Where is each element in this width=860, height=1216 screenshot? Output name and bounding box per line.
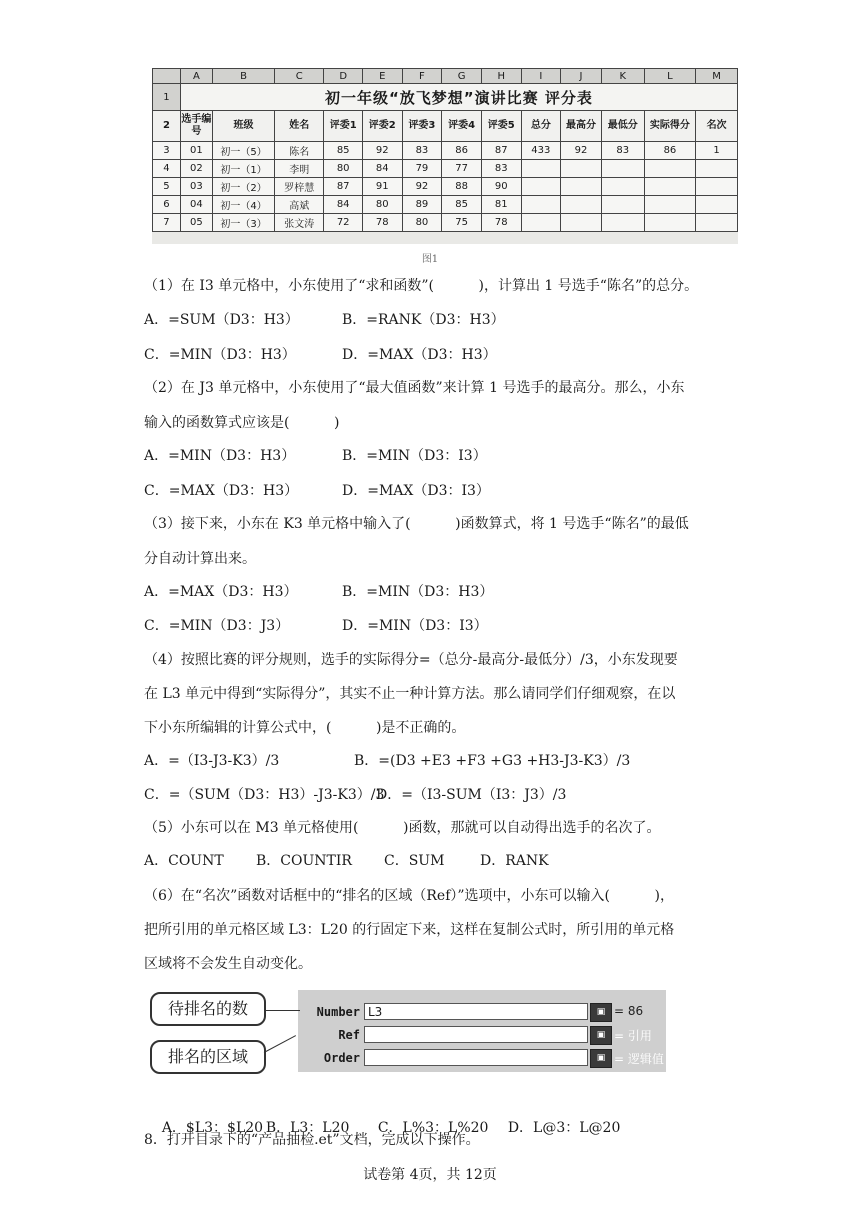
data-cell: 高斌 bbox=[275, 196, 324, 214]
column-letter: I bbox=[521, 69, 561, 84]
rank-dialog-figure bbox=[150, 988, 666, 1082]
question-2-text: （2）在 J3 单元格中，小东使用了“最大值函数”来计算 1 号选手的最高分。那么，小东 bbox=[144, 380, 685, 396]
option: D．RANK bbox=[480, 853, 549, 869]
header-cell: 实际得分 bbox=[644, 111, 695, 142]
header-cell: 最低分 bbox=[601, 111, 644, 142]
data-cell: 89 bbox=[402, 196, 442, 214]
header-cell: 评委3 bbox=[402, 111, 442, 142]
data-cell bbox=[561, 196, 602, 214]
data-cell: 91 bbox=[362, 178, 402, 196]
question-6-text: 区域将不会发生自动变化。 bbox=[144, 956, 312, 972]
header-row bbox=[153, 111, 738, 142]
column-letter: C bbox=[275, 69, 324, 84]
header-cell: 评委5 bbox=[481, 111, 521, 142]
data-cell: 88 bbox=[442, 178, 482, 196]
data-cell: 罗梓慧 bbox=[275, 178, 324, 196]
option: D．=MAX（D3：I3） bbox=[342, 483, 490, 499]
row-number: 5 bbox=[153, 178, 181, 196]
collapse-button-ref[interactable]: ▣ bbox=[590, 1026, 612, 1045]
callout-number: 待排名的数 bbox=[150, 992, 266, 1026]
data-cell: 02 bbox=[180, 160, 212, 178]
data-cell: 92 bbox=[362, 142, 402, 160]
column-letter: B bbox=[212, 69, 274, 84]
question-6-text: （6）在“名次”函数对话框中的“排名的区域（Ref）”选项中，小东可以输入( )， bbox=[144, 888, 674, 904]
data-cell bbox=[561, 160, 602, 178]
header-cell: 选手编号 bbox=[180, 111, 212, 142]
option: B．COUNTIR bbox=[256, 853, 352, 869]
question-8: 8．打开目录下的“产品抽检.et”文档，完成以下操作。 bbox=[144, 1132, 480, 1148]
data-cell: 77 bbox=[442, 160, 482, 178]
data-cell bbox=[521, 196, 561, 214]
option: C．=MAX（D3：H3） bbox=[144, 483, 299, 499]
row-number: 2 bbox=[153, 111, 181, 142]
column-letter: E bbox=[362, 69, 402, 84]
order-label: Order bbox=[323, 1051, 360, 1065]
data-cell: 90 bbox=[481, 178, 521, 196]
question-2-text: 输入的函数算式应该是( ) bbox=[144, 415, 340, 431]
column-letter: H bbox=[481, 69, 521, 84]
data-cell: 433 bbox=[521, 142, 561, 160]
data-cell: 92 bbox=[561, 142, 602, 160]
number-input[interactable]: L3 bbox=[364, 1003, 588, 1020]
number-result: = 86 bbox=[614, 1004, 644, 1018]
data-cell: 85 bbox=[442, 196, 482, 214]
question-1-text: （1）在 I3 单元格中，小东使用了“求和函数”( )，计算出 1 号选手“陈名”的总分。 bbox=[144, 278, 699, 294]
option: A．=MIN（D3：H3） bbox=[144, 448, 296, 464]
number-label: Number bbox=[316, 1005, 360, 1019]
data-cell bbox=[601, 178, 644, 196]
data-cell bbox=[696, 214, 738, 232]
data-cell: 79 bbox=[402, 160, 442, 178]
option: C．=MIN（D3：J3） bbox=[144, 618, 290, 634]
dialog-row-order bbox=[298, 1048, 666, 1068]
column-letter: D bbox=[324, 69, 363, 84]
column-letter: L bbox=[644, 69, 695, 84]
question-2-options bbox=[144, 481, 490, 501]
question-2-options bbox=[144, 446, 487, 466]
header-cell: 总分 bbox=[521, 111, 561, 142]
order-input[interactable] bbox=[364, 1049, 588, 1066]
column-header-row bbox=[153, 69, 738, 84]
question-1-options bbox=[144, 345, 497, 365]
dialog-row-number bbox=[298, 1002, 666, 1022]
data-cell: 李明 bbox=[275, 160, 324, 178]
table-row bbox=[153, 196, 738, 214]
callout-ref: 排名的区域 bbox=[150, 1040, 266, 1074]
column-letter: G bbox=[442, 69, 482, 84]
ref-result: = 引用 bbox=[614, 1029, 652, 1043]
data-cell: 86 bbox=[442, 142, 482, 160]
data-cell bbox=[601, 196, 644, 214]
data-cell: 张文涛 bbox=[275, 214, 324, 232]
option: B．=MIN（D3：H3） bbox=[342, 584, 494, 600]
data-cell: 85 bbox=[324, 142, 363, 160]
option: A．$L3：$L20 bbox=[161, 1120, 264, 1136]
data-cell: 80 bbox=[324, 160, 363, 178]
column-letter: J bbox=[561, 69, 602, 84]
question-4-options bbox=[144, 785, 566, 805]
data-cell: 84 bbox=[324, 196, 363, 214]
data-cell bbox=[644, 160, 695, 178]
question-4-text: （4）按照比赛的评分规则，选手的实际得分=（总分-最高分-最低分）/3，小东发现要 bbox=[144, 652, 678, 668]
data-cell: 初一（3） bbox=[212, 214, 274, 232]
option: A．COUNT bbox=[144, 853, 224, 869]
row-number: 4 bbox=[153, 160, 181, 178]
question-6-text: 把所引用的单元格区域 L3：L20 的行固定下来，这样在复制公式时，所引用的单元格 bbox=[144, 922, 675, 938]
option: C．SUM bbox=[384, 853, 445, 869]
data-cell: 80 bbox=[362, 196, 402, 214]
table-row bbox=[153, 178, 738, 196]
header-cell: 评委4 bbox=[442, 111, 482, 142]
column-letter: K bbox=[601, 69, 644, 84]
data-cell: 83 bbox=[481, 160, 521, 178]
question-1-options bbox=[144, 310, 505, 330]
option: A．=MAX（D3：H3） bbox=[144, 584, 298, 600]
header-cell: 班级 bbox=[212, 111, 274, 142]
data-cell bbox=[644, 196, 695, 214]
sheet-title: 初一年级“放飞梦想”演讲比赛 评分表 bbox=[180, 84, 737, 111]
page-footer: 试卷第 4页，共 12页 bbox=[363, 1167, 497, 1183]
collapse-button-number[interactable]: ▣ bbox=[590, 1003, 612, 1022]
column-letter bbox=[153, 69, 181, 84]
option: B．=RANK（D3：H3） bbox=[342, 312, 505, 328]
question-4-text: 在 L3 单元中得到“实际得分”，其实不止一种计算方法。那么请同学们仔细观察，在以 bbox=[144, 686, 676, 702]
data-cell bbox=[561, 214, 602, 232]
data-cell: 陈名 bbox=[275, 142, 324, 160]
table-row bbox=[153, 160, 738, 178]
data-cell bbox=[696, 196, 738, 214]
data-cell bbox=[521, 160, 561, 178]
question-3-options bbox=[144, 616, 488, 636]
data-cell: 81 bbox=[481, 196, 521, 214]
data-cell: 初一（2） bbox=[212, 178, 274, 196]
data-cell: 83 bbox=[601, 142, 644, 160]
leader-line-number bbox=[264, 1010, 300, 1011]
option: C．=MIN（D3：H3） bbox=[144, 347, 296, 363]
question-4-text: 下小东所编辑的计算公式中，( )是不正确的。 bbox=[144, 720, 466, 736]
column-letter: A bbox=[180, 69, 212, 84]
data-cell: 83 bbox=[402, 142, 442, 160]
header-cell: 评委1 bbox=[324, 111, 363, 142]
question-3-text: （3）接下来，小东在 K3 单元格中输入了( )函数算式，将 1 号选手“陈名”的最低 bbox=[144, 516, 689, 532]
data-cell: 92 bbox=[402, 178, 442, 196]
option: A．=SUM（D3：H3） bbox=[144, 312, 299, 328]
column-letter: F bbox=[402, 69, 442, 84]
data-cell: 初一（5） bbox=[212, 142, 274, 160]
header-cell: 名次 bbox=[696, 111, 738, 142]
leader-line-ref bbox=[264, 1035, 296, 1053]
row-number: 1 bbox=[153, 84, 181, 111]
data-cell bbox=[521, 214, 561, 232]
table-row bbox=[153, 142, 738, 160]
option: B．=(D3 +E3 +F3 +G3 +H3-J3-K3）/3 bbox=[354, 753, 631, 769]
option: C．L%3：L%20 bbox=[377, 1120, 489, 1136]
data-cell: 87 bbox=[481, 142, 521, 160]
figure-caption: 图1 bbox=[421, 254, 439, 265]
option: D．L@3：L@20 bbox=[507, 1120, 621, 1136]
data-cell bbox=[696, 178, 738, 196]
data-cell: 72 bbox=[324, 214, 363, 232]
data-cell bbox=[601, 214, 644, 232]
question-4-options bbox=[144, 751, 630, 771]
option: B．L3：L20 bbox=[265, 1120, 350, 1136]
data-cell: 78 bbox=[481, 214, 521, 232]
header-cell: 姓名 bbox=[275, 111, 324, 142]
ref-label: Ref bbox=[338, 1028, 360, 1042]
spreadsheet-figure bbox=[152, 68, 738, 244]
score-table bbox=[152, 68, 738, 232]
option: C．=（SUM（D3：H3）-J3-K3）/3 bbox=[144, 787, 385, 803]
data-cell: 75 bbox=[442, 214, 482, 232]
question-5-options bbox=[144, 851, 549, 871]
data-cell: 80 bbox=[402, 214, 442, 232]
data-cell: 01 bbox=[180, 142, 212, 160]
data-cell: 05 bbox=[180, 214, 212, 232]
data-cell bbox=[644, 214, 695, 232]
row-number: 3 bbox=[153, 142, 181, 160]
data-cell: 04 bbox=[180, 196, 212, 214]
order-result: = 逻辑值 bbox=[614, 1052, 664, 1066]
data-cell: 86 bbox=[644, 142, 695, 160]
data-cell bbox=[601, 160, 644, 178]
dialog-row-ref bbox=[298, 1025, 666, 1045]
collapse-button-order[interactable]: ▣ bbox=[590, 1049, 612, 1068]
option: D．=MIN（D3：I3） bbox=[342, 618, 488, 634]
question-3-text: 分自动计算出来。 bbox=[144, 551, 256, 567]
data-cell bbox=[696, 160, 738, 178]
data-cell bbox=[561, 178, 602, 196]
question-5-text: （5）小东可以在 M3 单元格使用( )函数，那就可以自动得出选手的名次了。 bbox=[144, 820, 661, 836]
data-cell: 03 bbox=[180, 178, 212, 196]
data-cell: 84 bbox=[362, 160, 402, 178]
data-cell: 78 bbox=[362, 214, 402, 232]
option: D．=MAX（D3：H3） bbox=[342, 347, 497, 363]
option: B．=MIN（D3：I3） bbox=[342, 448, 487, 464]
data-cell: 初一（4） bbox=[212, 196, 274, 214]
question-3-options bbox=[144, 582, 493, 602]
data-cell: 87 bbox=[324, 178, 363, 196]
option: A．=（I3-J3-K3）/3 bbox=[144, 753, 280, 769]
table-row bbox=[153, 214, 738, 232]
row-number: 7 bbox=[153, 214, 181, 232]
ref-input[interactable] bbox=[364, 1026, 588, 1043]
row-number: 6 bbox=[153, 196, 181, 214]
title-row bbox=[153, 84, 738, 111]
data-cell bbox=[644, 178, 695, 196]
header-cell: 最高分 bbox=[561, 111, 602, 142]
data-cell: 初一（1） bbox=[212, 160, 274, 178]
data-cell bbox=[521, 178, 561, 196]
column-letter: M bbox=[696, 69, 738, 84]
header-cell: 评委2 bbox=[362, 111, 402, 142]
option: D．=（I3-SUM（I3：J3）/3 bbox=[376, 787, 567, 803]
data-cell: 1 bbox=[696, 142, 738, 160]
